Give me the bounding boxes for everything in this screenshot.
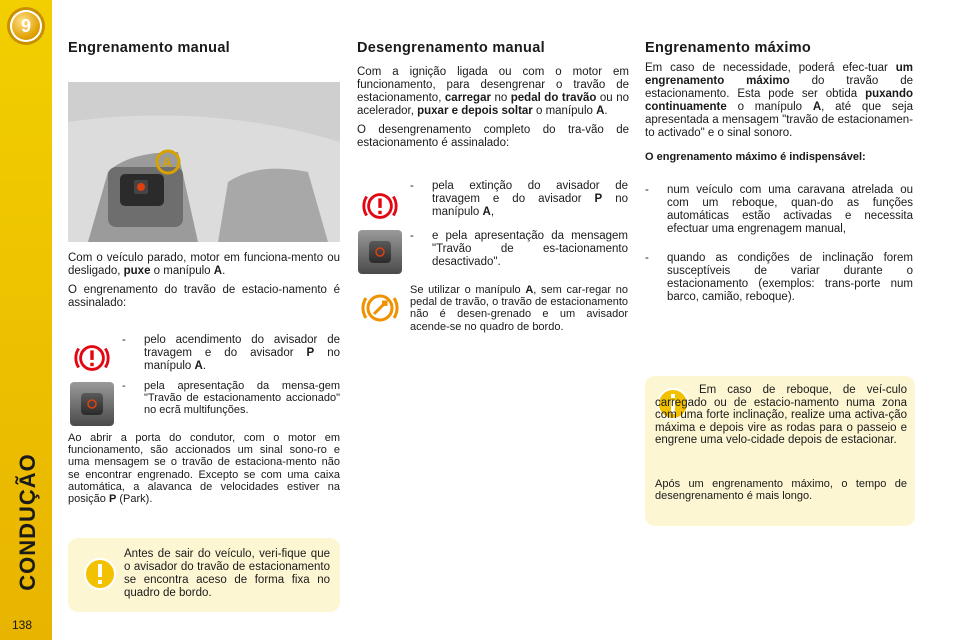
col1-bullet-2: - pela apresentação da mensa-gem "Travão de estacionamento accionado" no ecrã multifunções.	[122, 380, 340, 416]
col1-bullet-1: - pelo acendimento do avisador de travagem e do avisador P no manípulo A.	[122, 334, 340, 372]
col2-bullet-1: - pela extinção do avisador de travagem e do avisador P no manípulo A,	[410, 180, 628, 218]
caution-note-text: Antes de sair do veículo, veri-fique que o avisador do travão de estacionamento se encontra aceso de forma fixa no quadro de bordo.	[124, 548, 330, 599]
parking-brake-illustration	[68, 82, 340, 242]
section-title: Desengrenamento manual	[357, 40, 545, 56]
page-number: 138	[11, 618, 33, 632]
chapter-title: CONDUÇÃO	[15, 453, 40, 591]
info-note-text-2: Após um engrenamento máximo, o tempo de desengrenamento é mais longo.	[655, 478, 907, 502]
col1-p3: Ao abrir a porta do condutor, com o motor em funcionamento, são accionados um sinal sono-ro e uma mensagem se o travão de estaciona-mento não se encontrar engrenado. Excepto se com uma caixa automática, a alavanca de velocidades estiver na posição P (Park).	[68, 432, 340, 506]
col2-p1: Com a ignição ligada ou com o motor em funcionamento, para desengrenar o travão de estacionamento, carregar no pedal do travão ou no acelerador, puxar e depois soltar o manípulo A.	[357, 66, 629, 117]
chapter-title-box	[8, 432, 48, 612]
parking-brake-photo	[68, 82, 340, 242]
col3-bullet-2: - quando as condições de inclinação forem susceptíveis de variar durante o estacionamento (exemplos: trans-porte num barco, camião, reboque).	[645, 252, 913, 303]
col2-bullet-2: - e pela apresentação da mensagem "Travão de es-tacionamento desactivado".	[410, 230, 628, 268]
col2-p3: Se utilizar o manípulo A, sem car-regar no pedal de travão, o travão de estacionamento não é desen-grenado e um avisador acende-se no quadro de bordo.	[410, 284, 628, 333]
col3-subhead: O engrenamento máximo é indispensável:	[645, 151, 866, 163]
col1-p1: Com o veículo parado, motor em funciona-mento ou desligado, puxe o manípulo A.	[68, 252, 340, 277]
column-engrenamento-manual	[68, 42, 340, 55]
caution-icon	[78, 552, 122, 596]
info-note	[645, 376, 915, 526]
col1-p2: O engrenamento do travão de estacio-namento é assinalado:	[68, 284, 340, 309]
chapter-badge	[10, 10, 42, 42]
section-title: Engrenamento manual	[68, 40, 231, 56]
switch-label-a: A	[162, 154, 173, 170]
parking-switch-icon	[358, 230, 402, 274]
brake-warning-icon	[358, 184, 402, 228]
brake-fault-icon	[358, 286, 402, 330]
chapter-sidebar	[0, 0, 52, 640]
section-title: Engrenamento máximo	[645, 40, 812, 56]
brake-warning-icon	[70, 336, 114, 380]
col1-intro	[68, 252, 340, 310]
parking-switch-icon	[70, 382, 114, 426]
info-note-text: Em caso de reboque, de veí-culo carregado ou de estacio-namento numa zona com uma forte inclinação, realize uma activa-ção máxima e depois vire as rodas para o passeio e engrene uma velo-cidade depois de estacionar.	[655, 384, 907, 447]
caution-note	[68, 538, 340, 612]
chapter-number: 9	[20, 15, 31, 36]
column-desengrenamento-manual	[357, 42, 629, 150]
column-engrenamento-maximo	[645, 42, 913, 164]
col3-bullet-1: - num veículo com uma caravana atrelada ou com um reboque, quan-do as funções automáticas estão activadas e necessita efectuar uma engrenagem manual,	[645, 184, 913, 235]
col3-p1: Em caso de necessidade, poderá efec-tuar um engrenamento máximo do travão de estacionamento. Esta pode ser obtida puxando continuamente o manípulo A, até que seja apresentada a mensagem "travão de estacionamen-to activado" e o sinal sonoro.	[645, 62, 913, 139]
col2-p2: O desengrenamento completo do tra-vão de estacionamento é assinalado:	[357, 124, 629, 149]
